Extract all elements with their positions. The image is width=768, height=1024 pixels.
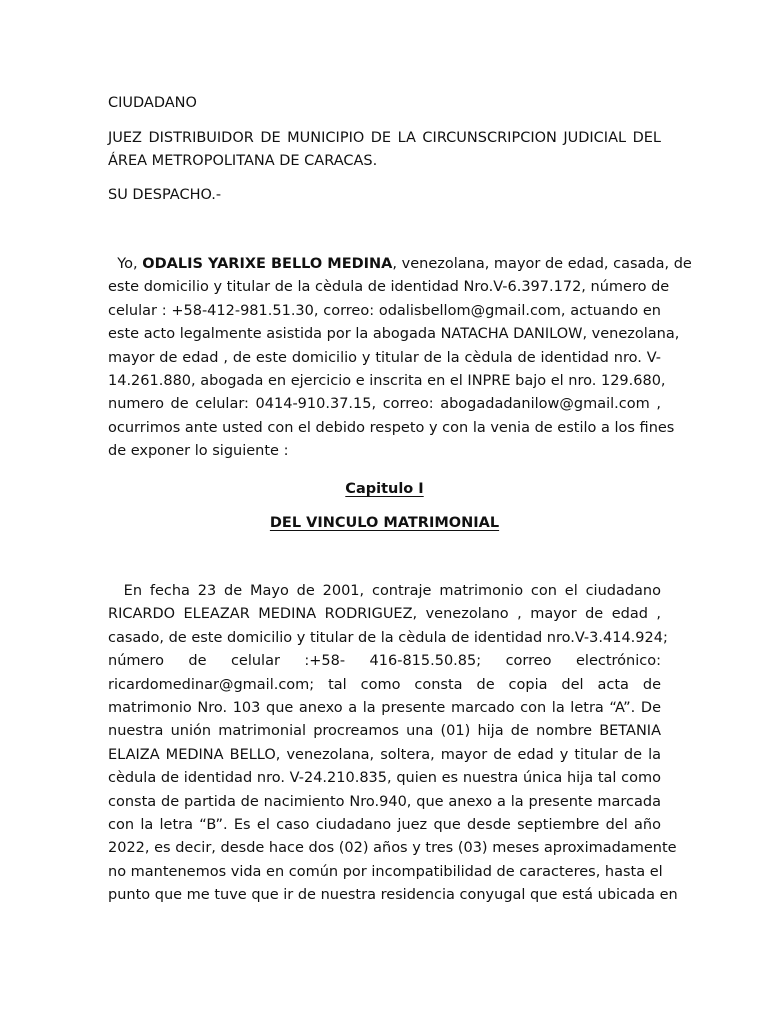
intro-line: de exponer lo siguiente :	[108, 443, 289, 460]
intro-line-rest: , venezolana, mayor de edad, casada, de	[392, 256, 692, 272]
body-line: ELAIZA MEDINA BELLO, venezolana, soltera, mayor de edad y titular de la	[108, 746, 661, 763]
body-line: 2022, es decir, desde hace dos (02) años y tres (03) meses aproximadamente	[108, 840, 677, 857]
intro-lead: Yo,	[108, 256, 143, 272]
intro-line: este domicilio y titular de la cèdula de identidad Nro.V-6.397.172, número de	[108, 279, 670, 296]
body-line: RICARDO ELEAZAR MEDINA RODRIGUEZ, venezolano , mayor de edad ,	[108, 606, 661, 623]
intro-paragraph	[108, 253, 692, 464]
body-line: no mantenemos vida en común por incompatibilidad de caracteres, hasta el	[108, 863, 663, 880]
intro-line: numero de celular: 0414-910.37.15, correo: abogadadanilow@gmail.com ,	[108, 396, 661, 413]
chapter-number: Capitulo I	[345, 481, 424, 497]
body-line: cèdula de identidad nro. V-24.210.835, quien es nuestra única hija tal como	[108, 770, 661, 787]
intro-line: 14.261.880, abogada en ejercicio e inscrita en el INPRE bajo el nro. 129.680,	[108, 373, 666, 390]
body-line: número de celular :+58- 416-815.50.85; correo electrónico:	[108, 653, 661, 670]
chapter-title: DEL VINCULO MATRIMONIAL	[269, 515, 500, 531]
intro-line: ocurrimos ante usted con el debido respeto y con la venia de estilo a los fines	[108, 419, 675, 436]
intro-line: este acto legalmente asistida por la abogada NATACHA DANILOW, venezolana,	[108, 326, 680, 343]
body-line: En fecha 23 de Mayo de 2001, contraje matrimonio con el ciudadano	[108, 583, 661, 599]
body-line: casado, de este domicilio y titular de la cèdula de identidad nro.V-3.414.924;	[108, 629, 668, 646]
intro-line: mayor de edad , de este domicilio y titular de la cèdula de identidad nro. V-	[108, 349, 661, 366]
body-paragraph	[108, 580, 678, 908]
body-line: consta de partida de nacimiento Nro.940, que anexo a la presente marcada	[108, 793, 661, 810]
closing-line: SU DESPACHO.-	[108, 187, 222, 203]
intro-line: celular : +58-412-981.51.30, correo: odalisbellom@gmail.com, actuando en	[108, 302, 661, 319]
body-line: matrimonio Nro. 103 que anexo a la presente marcado con la letra “A”. De	[108, 700, 661, 717]
intro-line	[108, 253, 692, 276]
body-line: punto que me tuve que ir de nuestra residencia conyugal que está ubicada en	[108, 887, 678, 904]
body-line: nuestra unión matrimonial procreamos una (01) hija de nombre BETANIA	[108, 723, 661, 740]
salutation: CIUDADANO	[108, 95, 197, 111]
addressee-line-2: ÁREA METROPOLITANA DE CARACAS.	[108, 153, 378, 169]
addressee-line-1: JUEZ DISTRIBUIDOR DE MUNICIPIO DE LA CIRCUNSCRIPCION JUDICIAL DEL	[108, 130, 661, 146]
body-line: con la letra “B”. Es el caso ciudadano juez que desde septiembre del año	[108, 817, 661, 834]
body-line: ricardomedinar@gmail.com; tal como consta de copia del acta de	[108, 676, 661, 693]
petitioner-name: ODALIS YARIXE BELLO MEDINA	[142, 256, 393, 272]
